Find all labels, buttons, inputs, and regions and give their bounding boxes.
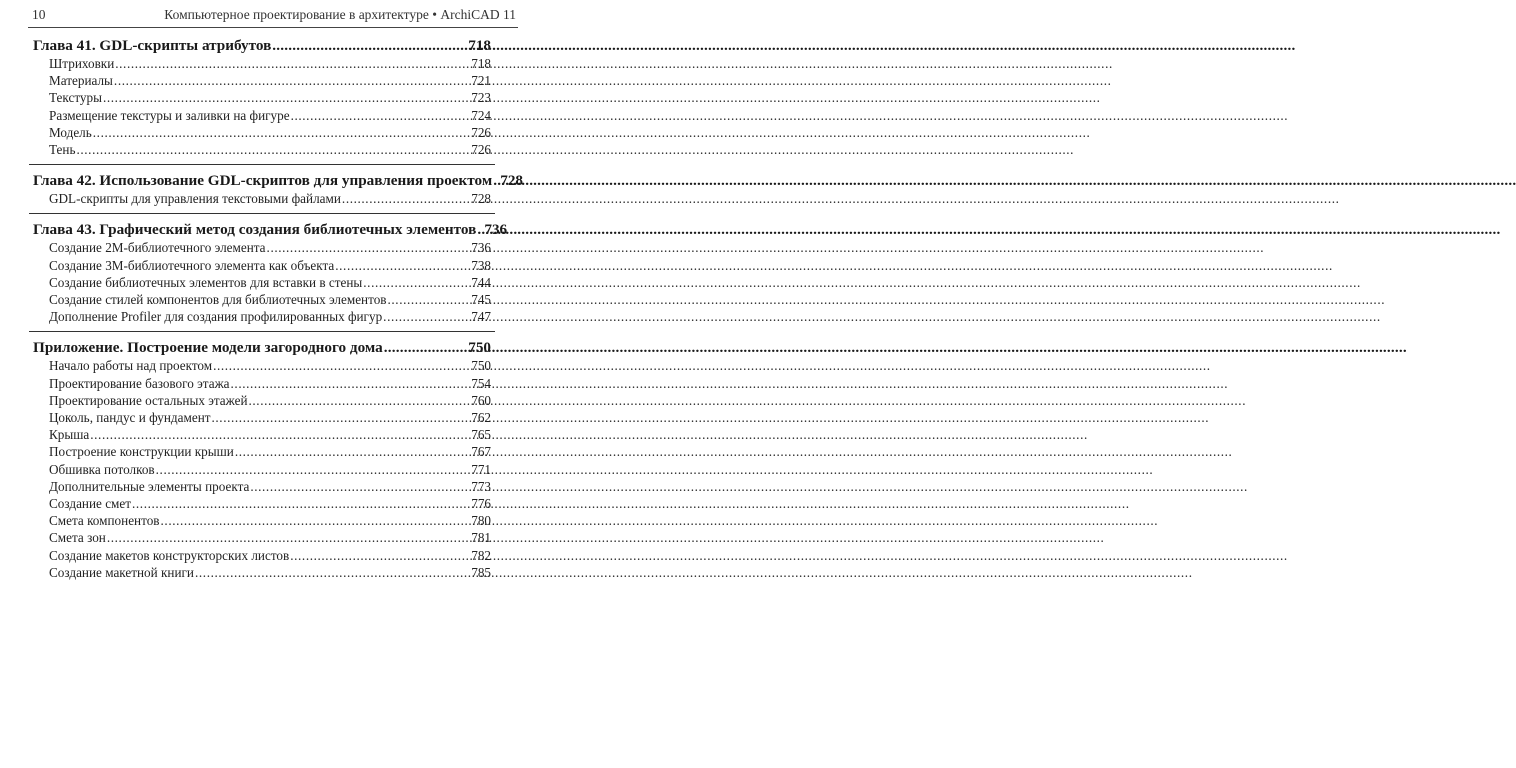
entry-label: Создание библиотечных элементов для вставки в стены: [49, 274, 363, 290]
entry-page: 726: [471, 124, 491, 140]
toc-entry: [49, 375, 491, 392]
dot-leader: [267, 239, 471, 256]
toc-entry: [49, 291, 491, 308]
dot-leader: [335, 257, 470, 274]
chapter-divider: [29, 164, 495, 165]
toc-entry: [49, 478, 491, 495]
toc-entry: [49, 89, 491, 106]
entry-label: Создание макетной книги: [49, 564, 194, 580]
entry-label: Построение конструкции крыши: [49, 444, 234, 460]
entry-page: 754: [471, 375, 491, 391]
chapter-43: [33, 220, 508, 325]
running-header: [32, 7, 516, 25]
toc-entry: [49, 495, 491, 512]
dot-leader: [342, 190, 470, 207]
entry-label: Создание стилей компонентов для библиотечных элементов: [49, 292, 387, 308]
header-rule: [28, 27, 518, 28]
entry-label: Дополнительные элементы проекта: [49, 478, 250, 494]
entry-page: 736: [471, 240, 491, 256]
entry-label: Текстуры: [49, 90, 102, 106]
toc-entry: [49, 274, 491, 291]
entry-page: 738: [471, 257, 491, 273]
chapter-41: [33, 36, 491, 158]
dot-leader: [388, 291, 471, 308]
chapter-page: 750: [468, 339, 491, 357]
dot-leader: [250, 478, 470, 495]
toc-entry: [49, 392, 491, 409]
toc-entry: [49, 257, 491, 274]
dot-leader: [161, 512, 471, 529]
entry-page: 726: [471, 142, 491, 158]
dot-leader: [249, 392, 471, 409]
entry-page: 767: [471, 444, 491, 460]
entry-page: 771: [471, 461, 491, 477]
entry-page: 747: [471, 309, 491, 325]
entry-page: 744: [471, 274, 491, 290]
dot-leader: [107, 529, 470, 546]
entry-label: Смета компонентов: [49, 513, 160, 529]
book-page: [0, 0, 530, 768]
toc-entry: [49, 426, 491, 443]
entry-page: 780: [471, 513, 491, 529]
toc-entry: [49, 55, 491, 72]
entry-label: Создание смет: [49, 496, 132, 512]
toc-entry: [49, 443, 491, 460]
entry-label: Проектирование остальных этажей: [49, 392, 248, 408]
entry-label: Создание 3М-библиотечного элемента как объекта: [49, 257, 335, 273]
entry-page: 781: [471, 530, 491, 546]
running-title: Компьютерное проектирование в архитектуре • ArchiCAD 11: [164, 7, 516, 22]
toc-entry: [49, 512, 491, 529]
toc-entry: [49, 357, 491, 374]
toc-entry: [49, 409, 491, 426]
dot-leader: [363, 274, 470, 291]
entry-label: Модель: [49, 124, 92, 140]
chapter-page: 718: [468, 37, 491, 54]
entry-page: 723: [471, 90, 491, 106]
dot-leader: [493, 171, 499, 190]
chapter-title-row: [33, 338, 491, 357]
dot-leader: [272, 36, 467, 55]
chapter-page: 728: [500, 172, 523, 190]
entry-page: 721: [471, 73, 491, 89]
appendix: [33, 338, 491, 581]
dot-leader: [291, 107, 471, 124]
entry-page: 728: [471, 191, 491, 207]
entry-label: GDL-скрипты для управления текстовыми файлами: [49, 191, 341, 207]
entry-label: Цоколь, пандус и фундамент: [49, 410, 211, 426]
dot-leader: [90, 426, 470, 443]
chapter-title-row: [33, 36, 491, 55]
entry-page: 785: [471, 564, 491, 580]
dot-leader: [103, 89, 470, 106]
entry-label: Начало работы над проектом: [49, 358, 213, 374]
entry-page: 724: [471, 107, 491, 123]
entry-label: Обшивка потолков: [49, 461, 155, 477]
chapter-title: Глава 42. Использование GDL-скриптов для управления проектом: [33, 172, 493, 190]
toc-entry: [49, 461, 491, 478]
dot-leader: [195, 564, 470, 581]
dot-leader: [156, 461, 471, 478]
entry-page: 773: [471, 478, 491, 494]
toc-entry: [49, 564, 491, 581]
toc-entry: [49, 124, 491, 141]
entry-label: Смета зон: [49, 530, 106, 546]
dot-leader: [132, 495, 470, 512]
entry-label: Создание 2М-библиотечного элемента: [49, 240, 266, 256]
entry-label: Размещение текстуры и заливки на фигуре: [49, 107, 290, 123]
dot-leader: [235, 443, 470, 460]
toc-entry: [49, 308, 491, 325]
chapter-page: 736: [484, 221, 508, 239]
toc-entry: [49, 239, 491, 256]
dot-leader: [76, 141, 470, 158]
entry-page: 750: [471, 358, 491, 374]
dot-leader: [384, 338, 468, 357]
dot-leader: [93, 124, 470, 141]
dot-leader: [383, 308, 470, 325]
toc-entry: [49, 190, 491, 207]
dot-leader: [231, 375, 471, 392]
chapter-divider: [29, 213, 495, 214]
entry-label: Дополнение Profiler для создания профилированных фигур: [49, 309, 383, 325]
entry-page: 745: [471, 292, 491, 308]
chapter-title: Глава 43. Графический метод создания библиотечных элементов: [33, 221, 477, 239]
entry-label: Проектирование базового этажа: [49, 375, 230, 391]
dot-leader: [212, 409, 471, 426]
entry-page: 760: [471, 392, 491, 408]
toc-entry: [49, 107, 491, 124]
entry-page: 718: [471, 56, 491, 71]
entry-label: Материалы: [49, 73, 113, 89]
chapter-title: Глава 41. GDL-скрипты атрибутов: [33, 37, 272, 54]
entry-label: Создание макетов конструкторских листов: [49, 547, 290, 563]
toc-entry: [49, 72, 491, 89]
chapter-divider: [29, 331, 495, 332]
dot-leader: [114, 72, 470, 89]
chapter-title-row: [33, 220, 508, 239]
dot-leader: [213, 357, 470, 374]
chapter-title-row: [33, 171, 523, 190]
page-number: 10: [32, 7, 46, 22]
entry-label: Крыша: [49, 427, 90, 443]
table-of-contents: [33, 36, 523, 587]
entry-page: 782: [471, 547, 491, 563]
entry-page: 776: [471, 496, 491, 512]
entry-page: 762: [471, 410, 491, 426]
entry-page: 765: [471, 427, 491, 443]
toc-entry: [49, 547, 491, 564]
entry-label: Тень: [49, 142, 76, 158]
toc-entry: [49, 529, 491, 546]
entry-label: Штриховки: [49, 56, 115, 71]
dot-leader: [477, 220, 483, 239]
chapter-42: [33, 171, 523, 207]
dot-leader: [115, 55, 470, 72]
toc-entry: [49, 141, 491, 158]
chapter-title: Приложение. Построение модели загородного дома: [33, 339, 383, 357]
dot-leader: [290, 547, 470, 564]
